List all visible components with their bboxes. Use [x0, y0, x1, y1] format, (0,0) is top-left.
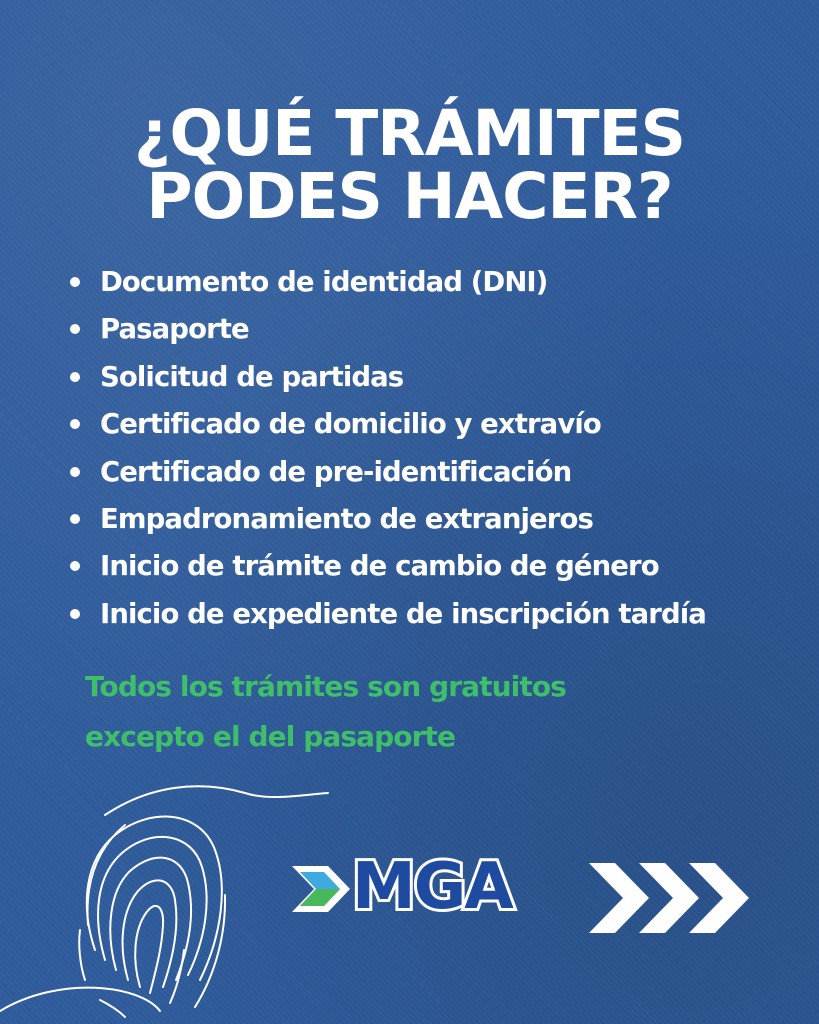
page-title-line-2: PODES HACER?: [146, 160, 673, 233]
list-item: [70, 357, 706, 404]
list-item: [70, 404, 706, 451]
page-title-line-1: ¿QUÉ TRÁMITES: [134, 97, 685, 170]
bullet-icon: [70, 609, 80, 619]
list-item-label: Inicio de trámite de cambio de género: [100, 550, 659, 583]
list-item: [70, 309, 706, 356]
list-item-label: Pasaporte: [100, 313, 249, 346]
list-item-label: Solicitud de partidas: [100, 360, 404, 393]
bullet-icon: [70, 324, 80, 334]
list-item-label: Empadronamiento de extranjeros: [100, 502, 593, 535]
free-note-line-2: excepto el del pasaporte: [85, 720, 456, 753]
list-item-label: Certificado de domicilio y extravío: [100, 408, 601, 441]
bullet-icon: [70, 419, 80, 429]
list-item-label: Certificado de pre-identificación: [100, 455, 572, 488]
triple-chevron-right-icon: [585, 855, 755, 941]
bullet-icon: [70, 372, 80, 382]
free-note-line-1: Todos los trámites son gratuitos: [85, 670, 566, 703]
bullet-icon: [70, 561, 80, 571]
bullet-icon: [70, 467, 80, 477]
list-item: [70, 262, 706, 309]
mga-logo-text: MGA: [352, 850, 512, 924]
list-item: [70, 546, 706, 593]
bullet-icon: [70, 277, 80, 287]
list-item-label: Inicio de expediente de inscripción tardía: [100, 597, 706, 630]
list-item: [70, 499, 706, 546]
list-item-label: Documento de identidad (DNI): [100, 266, 548, 298]
list-item: [70, 594, 706, 641]
procedures-list: [70, 262, 706, 641]
list-item: [70, 452, 706, 499]
bullet-icon: [70, 514, 80, 524]
